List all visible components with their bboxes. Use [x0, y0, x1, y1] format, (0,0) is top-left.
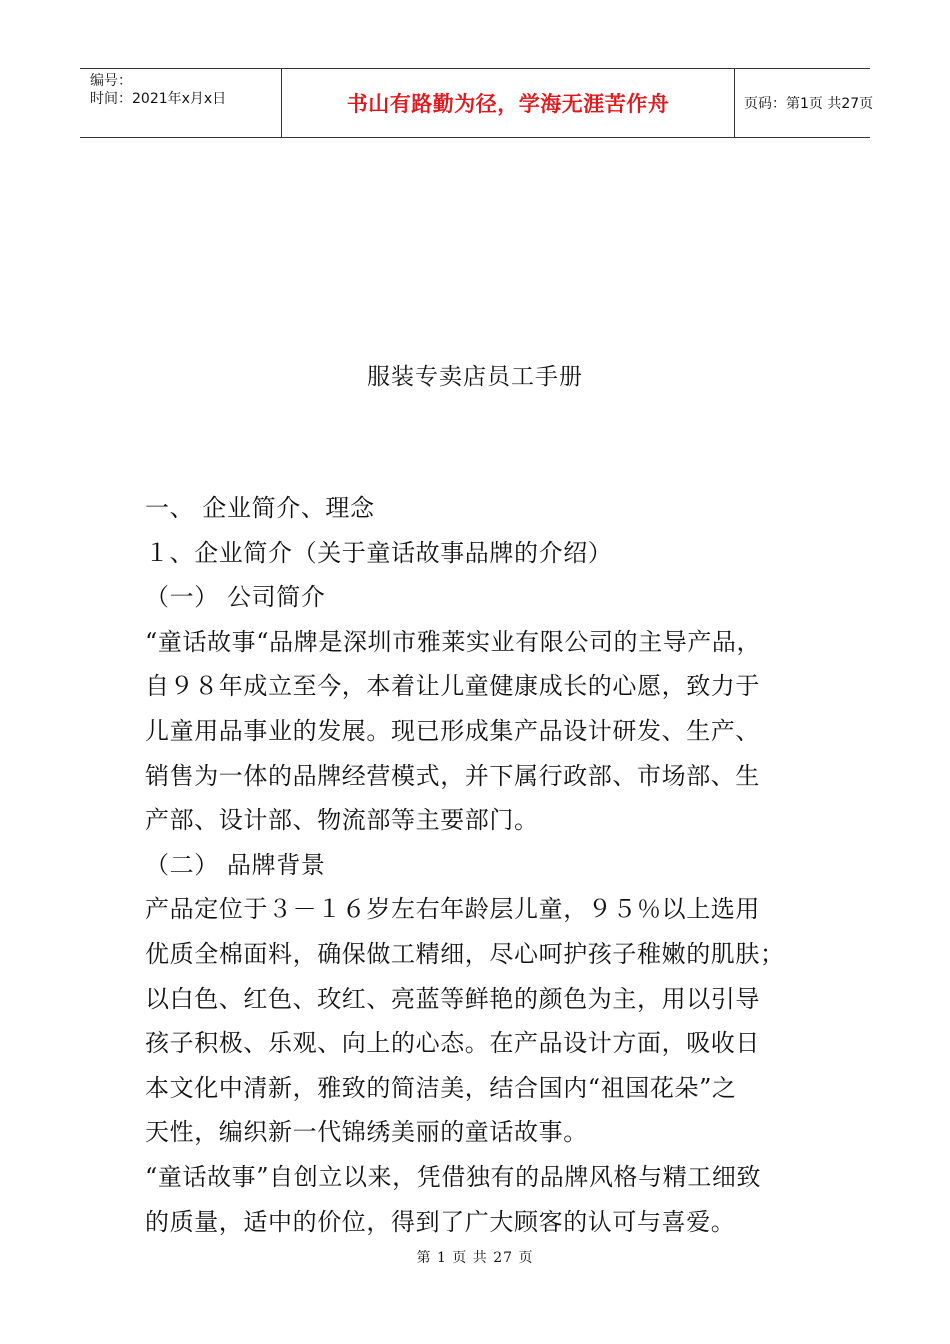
paragraph-line: 产品定位于３－１６岁左右年龄层儿童，９５％以上选用 — [145, 895, 760, 924]
paragraph-line: “童话故事“品牌是深圳市雅莱实业有限公司的主导产品， — [145, 627, 762, 656]
paragraph-line: 本文化中清新，雅致的简洁美，结合国内“祖国花朵”之 — [145, 1073, 737, 1102]
header-time-label: 时间：2021年x月x日 — [90, 91, 227, 107]
paragraph-line: 自９８年成立至今，本着让儿童健康成长的心愿，致力于 — [145, 672, 760, 701]
paragraph-line: 儿童用品事业的发展。现已形成集产品设计研发、生产、 — [145, 716, 760, 745]
header-table — [80, 68, 874, 138]
subsection-heading: （一） 公司简介 — [145, 583, 326, 612]
header-motto: 书山有路勤为径，学海无涯苦作舟 — [282, 69, 735, 137]
page-footer: 第 1 页 共 27 页 — [416, 1250, 534, 1266]
document-title: 服装专卖店员工手册 — [367, 364, 583, 390]
paragraph-line: 产部、设计部、物流部等主要部门。 — [145, 806, 539, 835]
paragraph-line: 销售为一体的品牌经营模式，并下属行政部、市场部、生 — [145, 761, 760, 790]
paragraph-line: 优质全棉面料，确保做工精细，尽心呵护孩子稚嫩的肌肤； — [145, 939, 785, 968]
document-body — [145, 486, 805, 1244]
subsection-heading: （二） 品牌背景 — [145, 850, 326, 879]
paragraph-line: 以白色、红色、玫红、亮蓝等鲜艳的颜色为主，用以引导 — [145, 984, 760, 1013]
paragraph-line: 天性，编织新一代锦绣美丽的童话故事。 — [145, 1118, 588, 1147]
paragraph-line: “童话故事”自创立以来，凭借独有的品牌风格与精工细致 — [145, 1162, 762, 1191]
header-meta — [80, 69, 282, 137]
paragraph-line: 孩子积极、乐观、向上的心态。在产品设计方面，吸收日 — [145, 1029, 760, 1058]
section-heading: 一、 企业简介、理念 — [145, 494, 375, 522]
subsection-heading: １、企业简介（关于童话故事品牌的介绍） — [145, 538, 613, 567]
header-page-info: 页码：第1页 共27页 — [744, 96, 874, 112]
header-number-label: 编号： — [90, 73, 132, 89]
paragraph-line: 的质量，适中的价位，得到了广大顾客的认可与喜爱。 — [145, 1207, 736, 1236]
